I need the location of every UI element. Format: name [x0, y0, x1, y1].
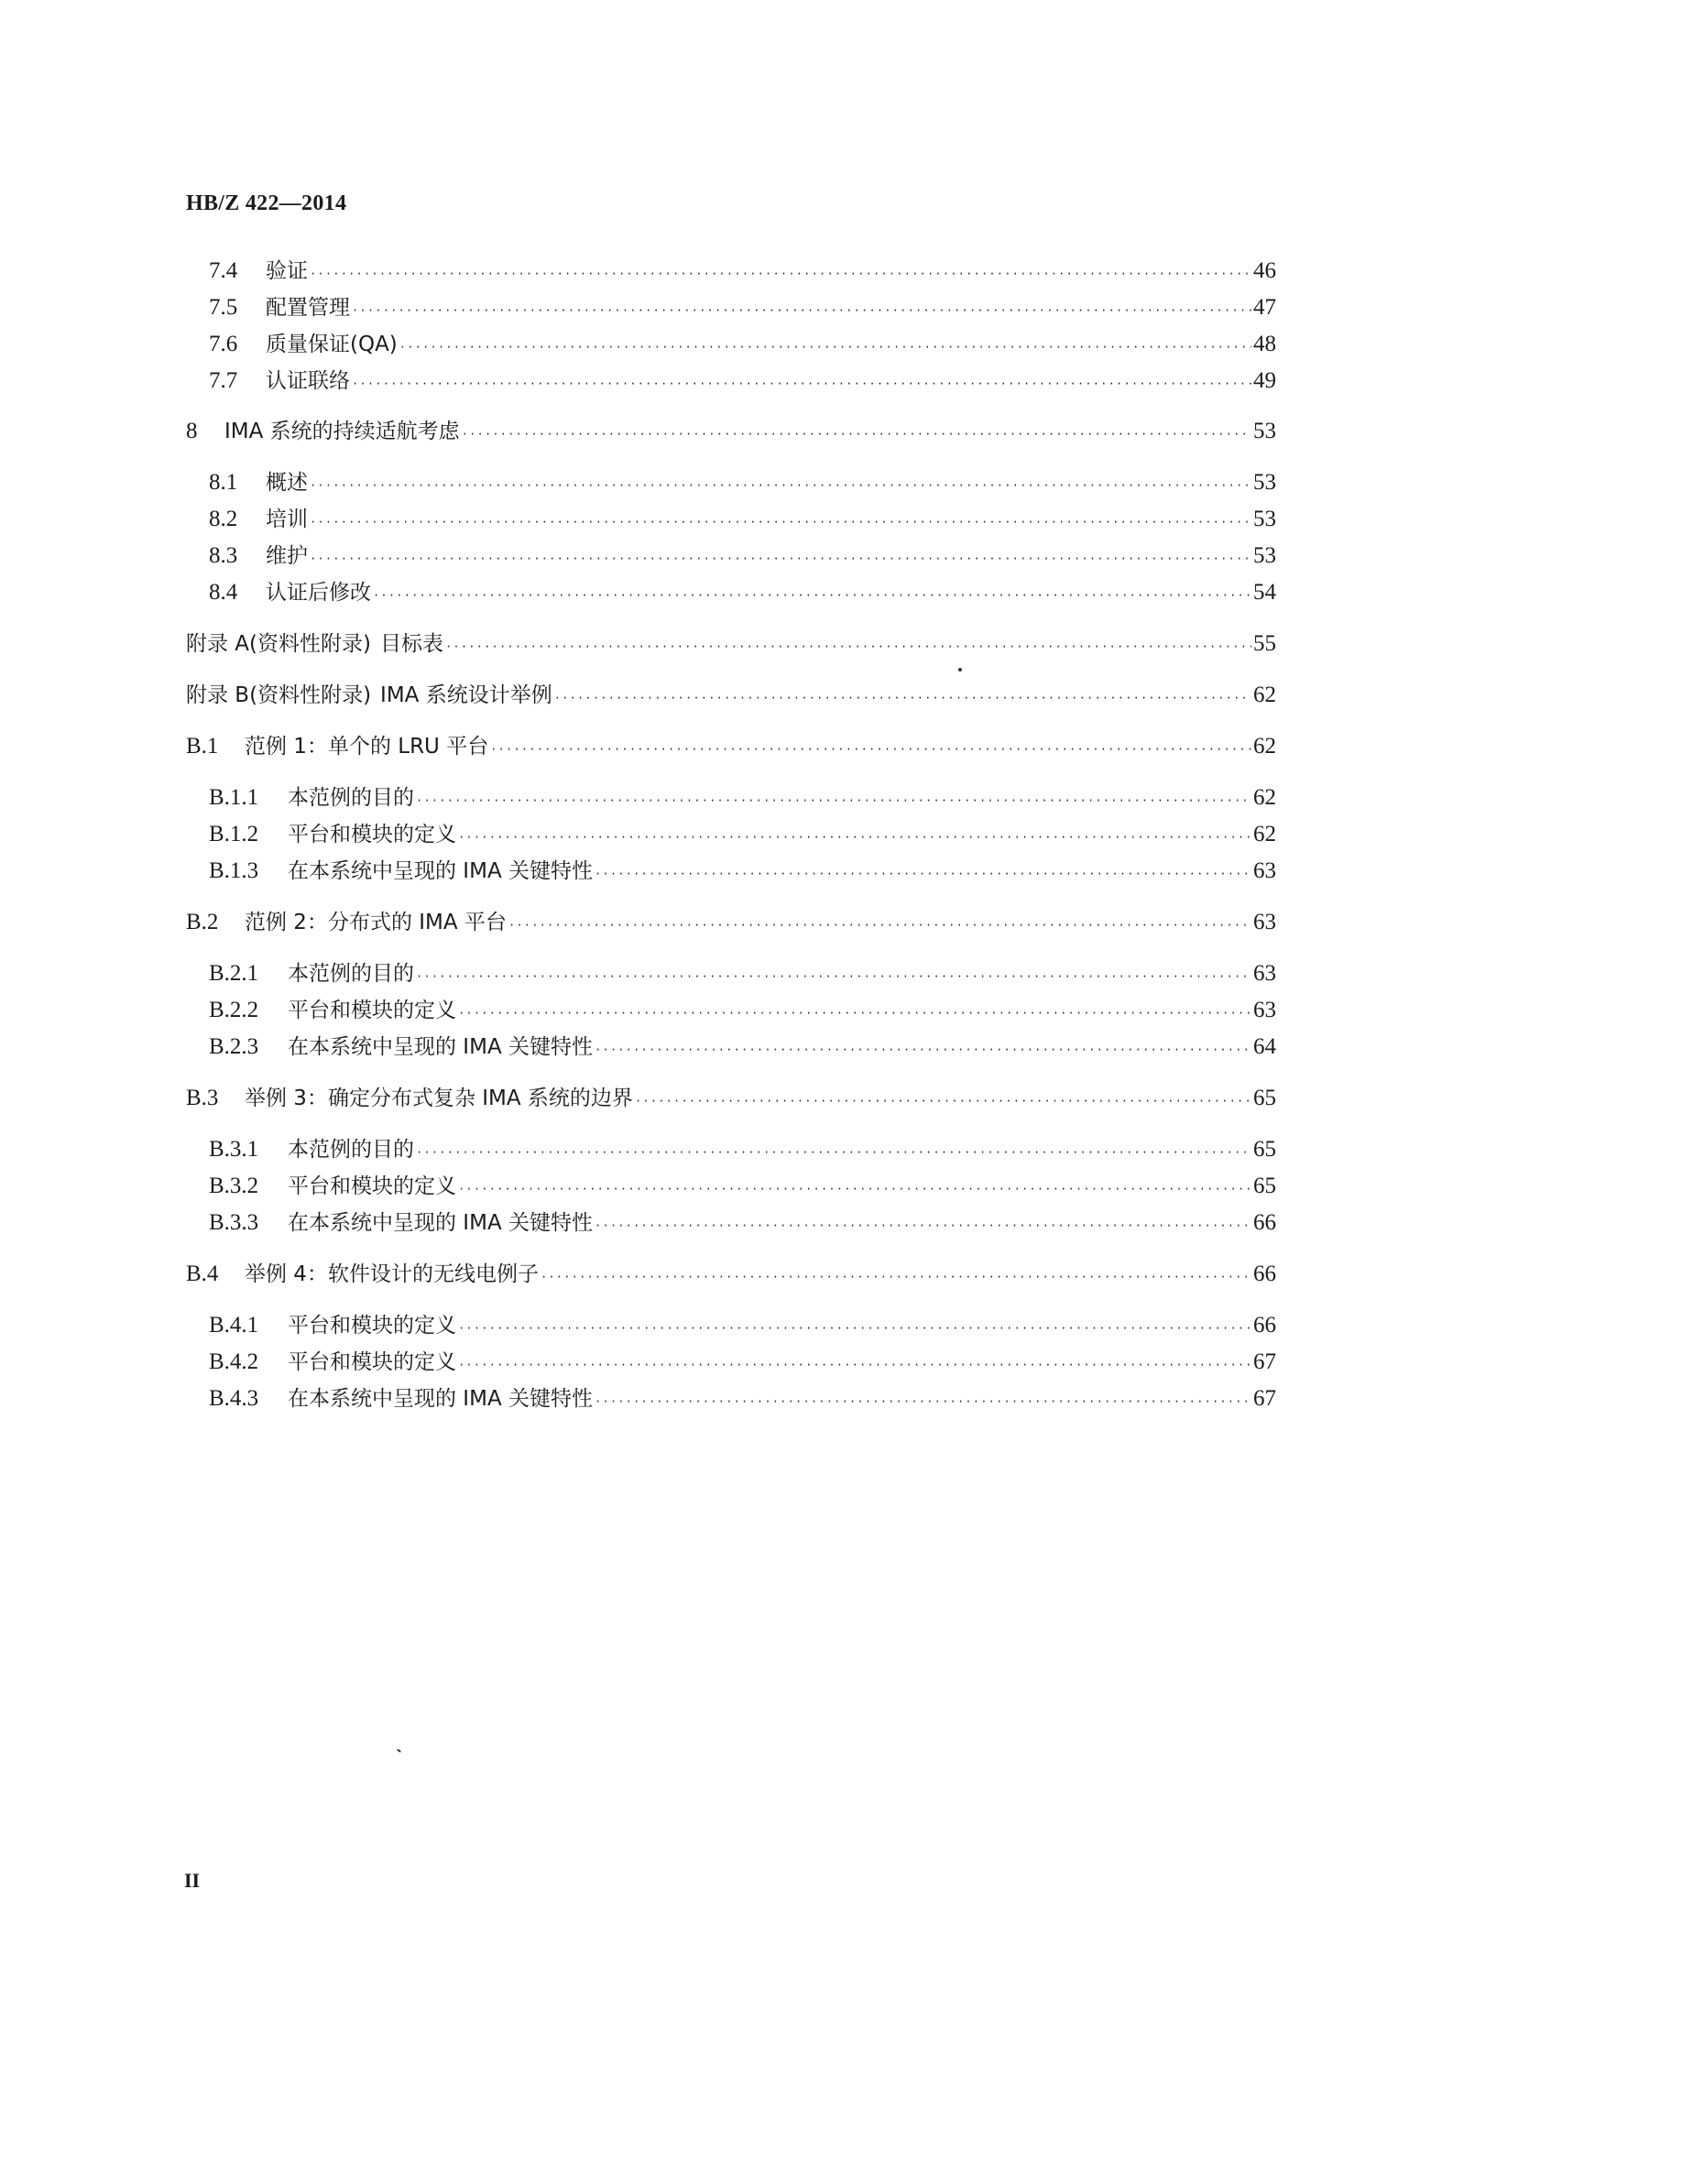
toc-entry-number: 7.6: [209, 332, 238, 356]
toc-entry-number: B.4.3: [209, 1386, 259, 1411]
toc-entry-title: 质量保证(QA): [266, 333, 398, 356]
toc-entry-page: 66: [1253, 1210, 1276, 1235]
dot-leader: [541, 1261, 1251, 1288]
toc-entry-number: B.4: [186, 1261, 219, 1286]
toc-entry-title: 本范例的目的: [288, 786, 414, 810]
dot-leader: [352, 294, 1251, 322]
toc-entry-title: 认证联络: [266, 369, 350, 393]
toc-entry-page: 53: [1253, 543, 1276, 568]
toc-entry-title: 目标表: [380, 632, 443, 656]
toc-entry-title: 平台和模块的定义: [288, 1350, 456, 1374]
toc-entry-title: 认证后修改: [266, 581, 371, 605]
toc-entry-b-2-3[interactable]: [209, 1030, 1276, 1061]
toc-entry-page: 66: [1253, 1261, 1276, 1286]
dot-leader: [352, 367, 1251, 395]
toc-entry-number: B.3.2: [209, 1174, 259, 1198]
dot-leader: [416, 784, 1251, 812]
toc-entry-b-4-1[interactable]: [209, 1308, 1276, 1339]
dot-leader: [373, 579, 1251, 606]
toc-entry-page: 62: [1253, 822, 1276, 846]
toc-entry-7-5[interactable]: [209, 290, 1276, 322]
toc-entry-title: 平台和模块的定义: [288, 1174, 456, 1198]
toc-entry-page: 48: [1253, 332, 1276, 356]
toc-entry-b-2-2[interactable]: [209, 993, 1276, 1024]
dot-leader: [399, 331, 1251, 358]
toc-entry-number: 7.5: [209, 295, 238, 320]
toc-entry-page: 65: [1253, 1137, 1276, 1162]
scan-speck: [958, 668, 962, 672]
toc-entry-b-3[interactable]: [186, 1081, 1276, 1112]
dot-leader: [310, 257, 1251, 285]
toc-entry-number: B.1.2: [209, 822, 259, 846]
toc-entry-page: 65: [1253, 1174, 1276, 1198]
dot-leader: [462, 418, 1251, 445]
toc-entry-page: 55: [1253, 631, 1276, 656]
toc-entry-b-3-1[interactable]: [209, 1132, 1276, 1163]
toc-entry-title: 在本系统中呈现的 IMA 关键特性: [288, 1035, 593, 1059]
toc-entry-page: 49: [1253, 368, 1276, 393]
toc-entry-number: B.4.1: [209, 1313, 259, 1338]
dot-leader: [635, 1085, 1251, 1112]
toc-entry-number: B.1: [186, 734, 219, 759]
toc-entry-number: B.2.1: [209, 961, 259, 986]
dot-leader: [458, 1349, 1251, 1376]
toc-entry-b-3-2[interactable]: [209, 1169, 1276, 1200]
dot-leader: [310, 506, 1251, 533]
dot-leader: [490, 733, 1251, 760]
toc-entry-title: 范例 2：分布式的 IMA 平台: [245, 911, 507, 934]
dot-leader: [595, 857, 1251, 885]
toc-entry-appendix-a[interactable]: [186, 627, 1276, 658]
toc-entry-page: 63: [1253, 998, 1276, 1022]
page-number: II: [184, 1869, 201, 1892]
toc-entry-number: 附录 B(资料性附录): [186, 683, 372, 707]
dot-leader: [595, 1209, 1251, 1237]
dot-leader: [458, 821, 1251, 848]
toc-entry-page: 53: [1253, 507, 1276, 531]
toc-entry-page: 62: [1253, 785, 1276, 810]
dot-leader: [458, 1312, 1251, 1339]
toc-entry-7-4[interactable]: [209, 254, 1276, 285]
toc-entry-title: 本范例的目的: [288, 962, 414, 986]
toc-entry-8-3[interactable]: [209, 539, 1276, 570]
toc-entry-number: 附录 A(资料性附录): [186, 632, 371, 656]
toc-entry-b-2[interactable]: [186, 905, 1276, 936]
toc-entry-title: 举例 4：软件设计的无线电例子: [245, 1262, 539, 1286]
toc-entry-page: 67: [1253, 1386, 1276, 1411]
toc-entry-b-1[interactable]: [186, 729, 1276, 760]
dot-leader: [416, 1136, 1251, 1163]
toc-entry-page: 46: [1253, 258, 1276, 283]
toc-entry-title: 本范例的目的: [288, 1138, 414, 1162]
toc-entry-8[interactable]: [186, 414, 1276, 445]
toc-entry-number: 8.1: [209, 470, 238, 495]
toc-entry-number: 8: [186, 419, 198, 443]
toc-entry-b-4[interactable]: [186, 1257, 1276, 1288]
toc-entry-number: B.1.1: [209, 785, 259, 810]
toc-entry-number: 7.4: [209, 258, 238, 283]
scan-speck: [397, 1749, 401, 1753]
toc-entry-page: 54: [1253, 580, 1276, 605]
toc-entry-number: B.3: [186, 1086, 219, 1110]
toc-entry-b-1-3[interactable]: [209, 854, 1276, 885]
toc-entry-number: 7.7: [209, 368, 238, 393]
toc-entry-page: 65: [1253, 1086, 1276, 1110]
toc-entry-8-4[interactable]: [209, 575, 1276, 606]
dot-leader: [416, 960, 1251, 988]
dot-leader: [310, 542, 1251, 570]
toc-entry-number: B.2.3: [209, 1034, 259, 1059]
dot-leader: [310, 469, 1251, 497]
toc-entry-number: 8.2: [209, 507, 238, 531]
toc-entry-appendix-b[interactable]: [186, 678, 1276, 709]
toc-entry-number: 8.4: [209, 580, 238, 605]
toc-entry-7-7[interactable]: [209, 364, 1276, 395]
toc-entry-number: B.1.3: [209, 858, 259, 883]
toc-entry-page: 53: [1253, 419, 1276, 443]
toc-entry-title: 配置管理: [266, 296, 350, 320]
toc-entry-title: 平台和模块的定义: [288, 1314, 456, 1338]
toc-entry-page: 63: [1253, 858, 1276, 883]
toc-entry-title: IMA 系统设计举例: [380, 683, 552, 707]
dot-leader: [458, 1173, 1251, 1200]
toc-entry-title: 范例 1：单个的 LRU 平台: [245, 735, 489, 759]
toc-entry-title: 在本系统中呈现的 IMA 关键特性: [288, 1387, 593, 1411]
toc-entry-b-2-1[interactable]: [209, 956, 1276, 988]
toc-entry-page: 67: [1253, 1349, 1276, 1374]
toc-entry-b-3-3[interactable]: [209, 1206, 1276, 1237]
toc-entry-8-1[interactable]: [209, 465, 1276, 497]
toc-entry-title: 平台和模块的定义: [288, 999, 456, 1022]
toc-entry-page: 53: [1253, 470, 1276, 495]
toc-entry-b-1-1[interactable]: [209, 781, 1276, 812]
dot-leader: [554, 682, 1251, 709]
toc-entry-page: 63: [1253, 961, 1276, 986]
toc-entry-b-4-3[interactable]: [209, 1381, 1276, 1413]
toc-entry-title: 验证: [266, 259, 308, 283]
toc-entry-page: 47: [1253, 295, 1276, 320]
toc-entry-title: IMA 系统的持续适航考虑: [224, 420, 460, 443]
dot-leader: [508, 909, 1251, 936]
dot-leader: [445, 630, 1251, 658]
toc-entry-title: 平台和模块的定义: [288, 823, 456, 846]
toc-entry-page: 62: [1253, 734, 1276, 759]
dot-leader: [595, 1385, 1251, 1413]
toc-entry-number: B.2: [186, 910, 219, 934]
toc-entry-number: B.3.1: [209, 1137, 259, 1162]
toc-entry-title: 在本系统中呈现的 IMA 关键特性: [288, 859, 593, 883]
dot-leader: [595, 1033, 1251, 1061]
toc-entry-7-6[interactable]: [209, 327, 1276, 358]
toc-entry-title: 举例 3：确定分布式复杂 IMA 系统的边界: [245, 1087, 633, 1110]
toc-entry-page: 63: [1253, 910, 1276, 934]
toc-entry-page: 62: [1253, 682, 1276, 707]
toc-entry-number: B.3.3: [209, 1210, 259, 1235]
toc-entry-title: 概述: [266, 471, 308, 495]
toc-entry-page: 64: [1253, 1034, 1276, 1059]
toc-entry-b-4-2[interactable]: [209, 1345, 1276, 1376]
dot-leader: [458, 997, 1251, 1024]
toc-entry-number: B.2.2: [209, 998, 259, 1022]
toc-entry-title: 在本系统中呈现的 IMA 关键特性: [288, 1211, 593, 1235]
toc-entry-page: 66: [1253, 1313, 1276, 1338]
document-code: HB/Z 422—2014: [186, 191, 347, 215]
toc-entry-b-1-2[interactable]: [209, 817, 1276, 848]
toc-entry-number: B.4.2: [209, 1349, 259, 1374]
toc-entry-number: 8.3: [209, 543, 238, 568]
toc-entry-title: 维护: [266, 544, 308, 568]
toc-entry-title: 培训: [266, 508, 308, 531]
toc-entry-8-2[interactable]: [209, 502, 1276, 533]
